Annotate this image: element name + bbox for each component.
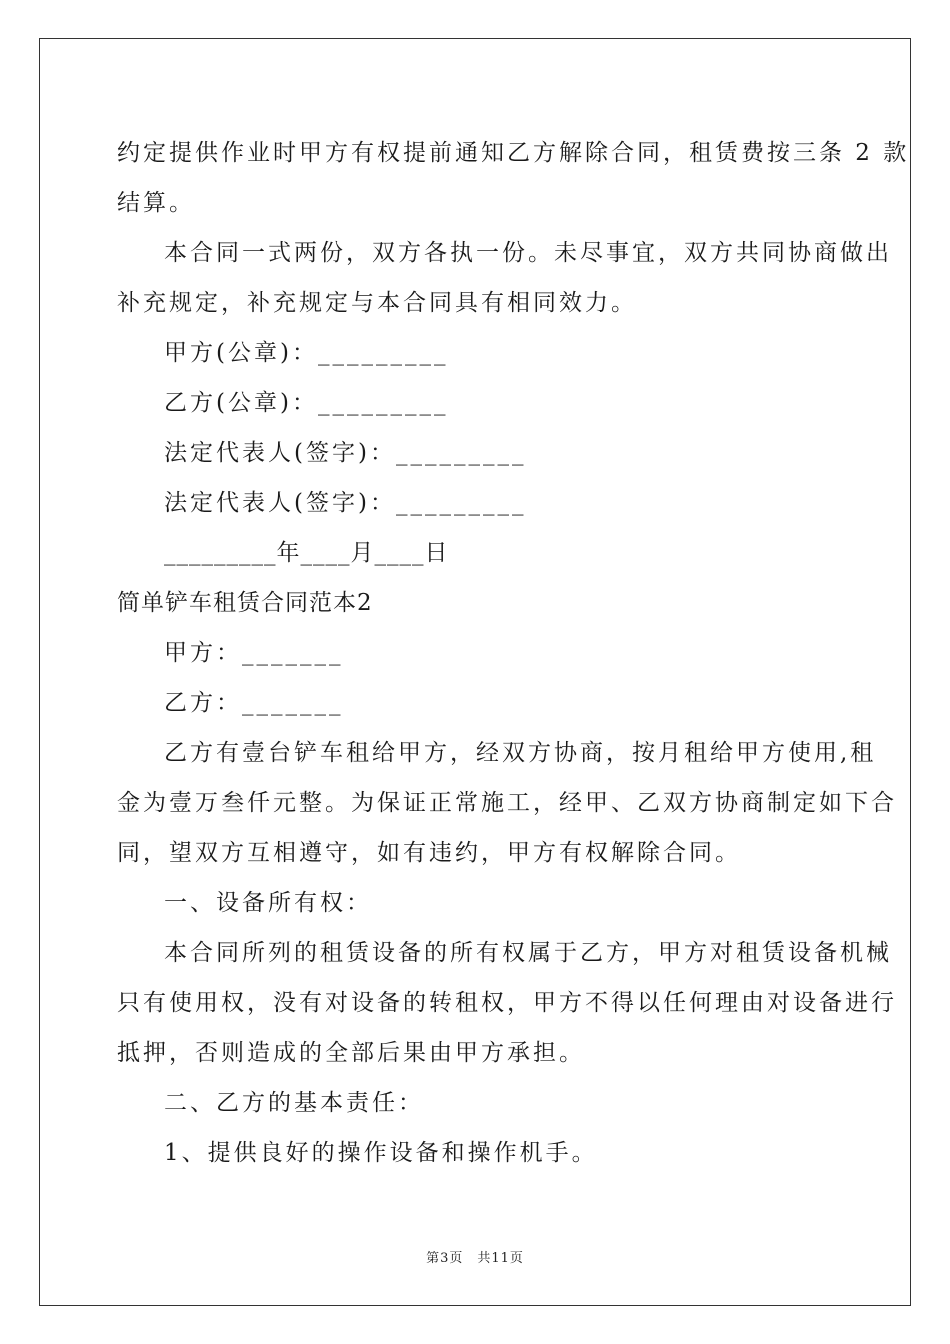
paragraph-line: 本合同一式两份，双方各执一份。未尽事宜，双方共同协商做出 <box>164 240 892 266</box>
list-item: 1、提供良好的操作设备和操作机手。 <box>164 1140 598 1166</box>
date-line: _________年____月____日 <box>164 540 449 566</box>
signature-line-legal-rep: 法定代表人(签字)：_________ <box>164 490 527 516</box>
paragraph-line: 约定提供作业时甲方有权提前通知乙方解除合同，租赁费按三条 2 款 <box>117 140 910 166</box>
paragraph-line: 只有使用权，没有对设备的转租权，甲方不得以任何理由对设备进行 <box>117 990 897 1016</box>
party-a-line: 甲方：_______ <box>164 640 344 666</box>
paragraph-line: 同，望双方互相遵守，如有违约，甲方有权解除合同。 <box>117 840 741 866</box>
paragraph-line: 本合同所列的租赁设备的所有权属于乙方，甲方对租赁设备机械 <box>164 940 892 966</box>
signature-line-party-a-seal: 甲方(公章)：_________ <box>164 340 449 366</box>
paragraph-line: 金为壹万叁仟元整。为保证正常施工，经甲、乙双方协商制定如下合 <box>117 790 897 816</box>
paragraph-line: 补充规定，补充规定与本合同具有相同效力。 <box>117 290 637 316</box>
party-b-line: 乙方：_______ <box>164 690 344 716</box>
section-title: 简单铲车租赁合同范本2 <box>117 590 373 616</box>
page-number: 第3页 共11页 <box>426 1251 524 1266</box>
paragraph-line: 抵押，否则造成的全部后果由甲方承担。 <box>117 1040 585 1066</box>
paragraph-line: 乙方有壹台铲车租给甲方，经双方协商，按月租给甲方使用,租 <box>164 740 877 766</box>
clause-heading: 二、乙方的基本责任： <box>164 1090 424 1116</box>
clause-heading: 一、设备所有权： <box>164 890 372 916</box>
signature-line-legal-rep: 法定代表人(签字)：_________ <box>164 440 527 466</box>
document-body <box>117 128 910 1178</box>
paragraph-line: 结算。 <box>117 190 195 216</box>
signature-line-party-b-seal: 乙方(公章)：_________ <box>164 390 449 416</box>
